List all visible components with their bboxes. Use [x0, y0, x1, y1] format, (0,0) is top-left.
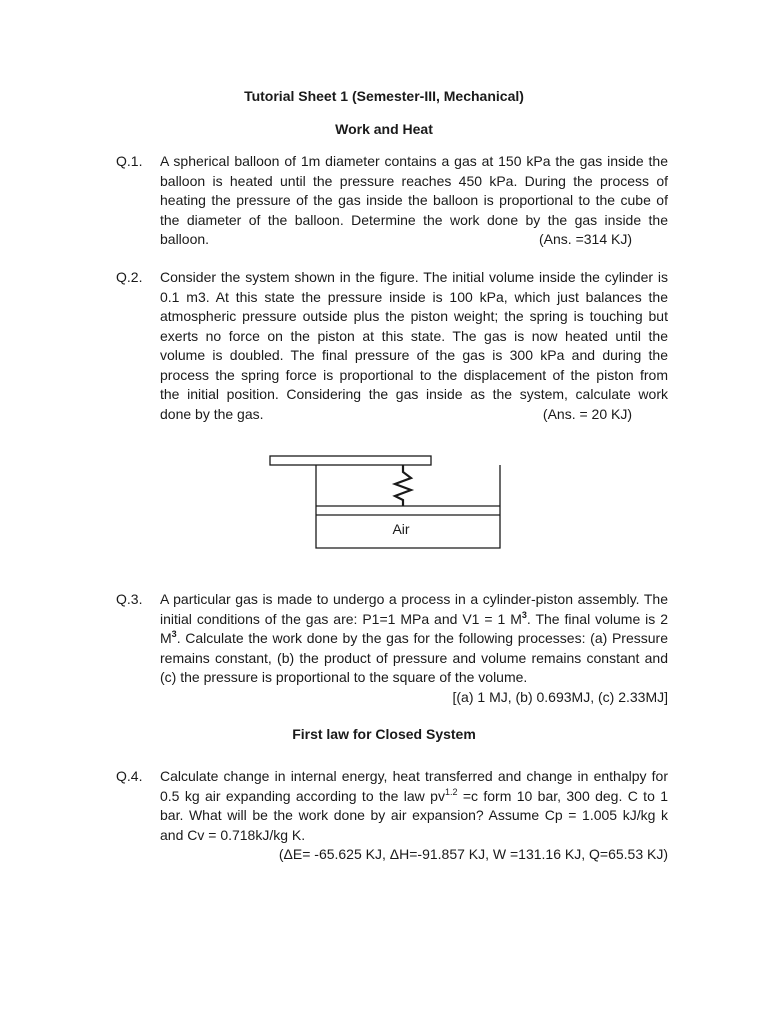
- spring: [395, 465, 411, 506]
- section-heading-first-law: First law for Closed System: [292, 726, 476, 742]
- question-body: [160, 268, 668, 424]
- superscript: 1.2: [444, 786, 458, 797]
- answer: [(a) 1 MJ, (b) 0.693MJ, (c) 2.33MJ]: [452, 688, 668, 705]
- question-number: Q.2.: [116, 269, 143, 285]
- sheet-title: Tutorial Sheet 1 (Semester-III, Mechanical): [244, 88, 524, 104]
- superscript: 3: [521, 609, 527, 620]
- question-line: remains constant, (b) the product of pressure and volume remains constant and: [160, 649, 668, 666]
- question-body: [160, 590, 668, 707]
- question-line: atmospheric pressure outside plus the piston weight; the spring is touching but: [160, 308, 668, 324]
- question-number: Q.1.: [116, 153, 143, 169]
- answer: (ΔE= -65.625 KJ, ΔH=-91.857 KJ, W =131.16 KJ, Q=65.53 KJ): [278, 846, 668, 862]
- figure-label-air: Air: [392, 521, 410, 537]
- question-number: Q.3.: [116, 591, 143, 607]
- question-line: 0.1 m3. At this state the pressure inside is 100 kPa, which just balances the: [160, 288, 668, 305]
- question-line: and Cv = 0.718kJ/kg K.: [160, 826, 306, 843]
- question-last-line: [160, 230, 668, 250]
- question-line: balloon is heated until the pressure reaches 450 kPa. During the process of: [160, 172, 668, 189]
- question-number: Q.4.: [116, 768, 143, 784]
- question-line: process the spring force is proportional to the displacement of the piston from: [160, 366, 668, 383]
- question-line: $M^3$. Calculate the work done by the gas for the following processes: (a) Pressure: [160, 629, 668, 646]
- question-line: Consider the system shown in the figure. The initial volume inside the cylinder is: [160, 269, 668, 285]
- question-line: balloon.: [160, 231, 210, 247]
- question-line: exerts no force on the piston at this state. The gas is now heated until the: [160, 327, 668, 344]
- question-line: Calculate change in internal energy, heat transferred and change in enthalpy for: [160, 768, 668, 784]
- piston-cylinder-figure: [264, 450, 508, 556]
- answer: (Ans. = 20 KJ): [542, 405, 632, 422]
- question-line: heating the pressure of the gas inside the balloon is proportional to the cube of: [160, 192, 668, 208]
- question-line: the initial position. Considering the gas inside as the system, calculate work: [160, 386, 668, 402]
- question-last-line: [160, 405, 668, 425]
- question-line: done by the gas.: [160, 405, 264, 422]
- section-heading-work-and-heat: Work and Heat: [335, 121, 433, 137]
- top-plate: [270, 456, 431, 465]
- question-line: A spherical balloon of 1m diameter contains a gas at 150 kPa the gas inside the: [160, 153, 668, 169]
- question-line: initial conditions of the gas are: P1=1 MPa and V1 = 1 $M^3$. The final volume is 2: [160, 609, 668, 627]
- question-line: the diameter of the balloon. Determine the work done by the gas inside the: [160, 211, 668, 228]
- question-line: A particular gas is made to undergo a process in a cylinder-piston assembly. The: [160, 591, 668, 607]
- question-body: [160, 767, 668, 865]
- question-line: bar. What will be the work done by air expansion? Assume Cp = 1.005 kJ/kg k: [160, 807, 668, 823]
- question-line: (c) the pressure is proportional to the square of the volume.: [160, 669, 528, 685]
- question-line: volume is doubled. The final pressure of the gas is 300 kPa and during the: [160, 347, 668, 363]
- question-line: 0.5 kg air expanding according to the law $pv^{1.2} =c$ form 10 bar, 300 deg. C to 1: [160, 786, 668, 804]
- question-body: [160, 152, 668, 250]
- answer: (Ans. =314 KJ): [539, 231, 632, 247]
- superscript: 3: [171, 629, 177, 639]
